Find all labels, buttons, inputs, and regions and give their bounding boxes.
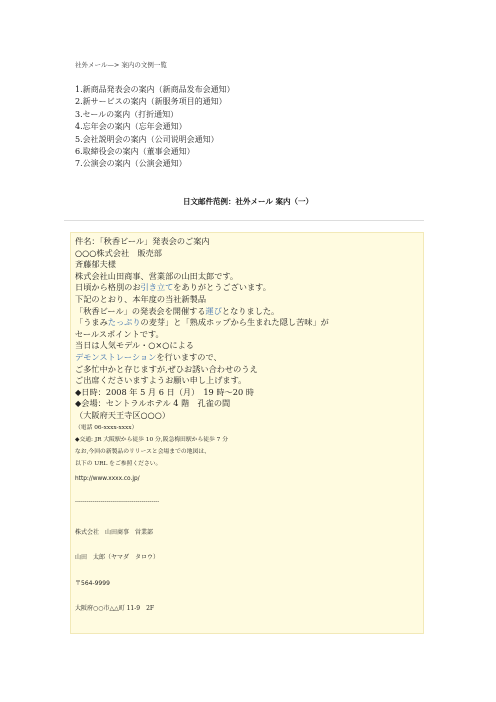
breadcrumb[interactable]: 社外メール—> 案内の文例一覧 [75, 61, 167, 69]
toc-item[interactable]: 1.新商品発表会の案内（新商品发布会通知） [75, 85, 235, 94]
divider-rule [64, 220, 424, 221]
letter-line5: 当日は人気モデル・○×○による [75, 340, 194, 351]
letter-line1: 下記のとおり、本年度の当社新製品 [75, 293, 207, 304]
letter-date: ◆日時：2008 年 5 月 6 日（月） 19 時～20 時 [75, 386, 254, 397]
letter-access: ◆交通: JR 大阪駅から徒歩 10 分,阪急梅田駅から徒歩 7 分 [75, 436, 229, 443]
letter-line7: ご多忙中かと存じますが,ぜひお誘い合わせのうえ [75, 363, 258, 374]
toc-item[interactable]: 7.公演会の案内（公演会通知） [75, 159, 187, 169]
letter-note1: なお,今回の新製品のリリースと会場までの地図は、 [75, 448, 210, 455]
link-hakobi[interactable]: 運び [205, 305, 222, 316]
text: となりました。 [221, 305, 280, 316]
letter-greeting: 株式会社山田商事、営業部の山田太郎です。 [75, 270, 239, 281]
letter-note2: 以下の URL をご参照ください。 [75, 461, 162, 468]
letter-line8: ご出席くださいますようお願い申し上げます。 [75, 375, 247, 386]
text: を行いますので、 [156, 351, 222, 362]
letter-line4: セールスポイントです。 [75, 328, 164, 339]
text: 日頃から格別のお [75, 282, 141, 293]
signature-name: 山田 太郎（ヤマダ タロウ） [75, 553, 160, 561]
letter-line3 [75, 317, 329, 329]
text: をありがとうございます。 [173, 282, 271, 293]
letter-company-to: ○○○株式会社 販売部 [75, 247, 162, 258]
toc-item[interactable]: 4.忘年会の案内（忘年会通知） [75, 122, 187, 132]
letter-tel: （電話 06-xxxx-xxxx） [75, 424, 138, 431]
letter-line6 [75, 352, 329, 364]
toc-list [75, 84, 235, 171]
link-hikitate[interactable]: 引き立て [140, 282, 174, 293]
letter-thanks [75, 282, 329, 294]
toc-item[interactable]: 3.セールの案内（打折通知） [75, 109, 179, 119]
letter-subject: 件名：「秋香ビール」発表会のご案内 [75, 236, 210, 246]
text: の麦芽」と「熟成ホップから生まれた隠し苦味」が [140, 317, 329, 328]
signature-divider: ------------------------------------------- [75, 498, 160, 505]
letter-line2 [75, 306, 329, 318]
link-demonstration[interactable]: デモンストレーション [75, 351, 157, 362]
toc-item[interactable]: 6.取締役会の案内（董事会通知） [75, 147, 195, 157]
link-tappuri[interactable]: たっぷり [107, 317, 141, 328]
signature-address: 大阪府○○市△△町 11-9 2F [75, 604, 155, 612]
signature-zip: 〒564-9999 [75, 579, 110, 587]
letter-venue-address: （大阪府天王寺区○○○） [75, 409, 171, 420]
letter-body [75, 236, 329, 612]
letter-venue: ◆会場：セントラルホテル 4 階 孔雀の間 [75, 398, 231, 409]
section-heading: 日文邮件范例：社外メール 案内（一） [183, 197, 313, 206]
signature-company: 株式会社 山田商事 営業部 [75, 528, 154, 536]
toc-item[interactable]: 2.新サービスの案内（新服务项目的通知） [75, 97, 227, 107]
toc-item[interactable]: 5.会社説明会の案内（公司说明会通知） [75, 134, 219, 144]
letter-recipient: 斉藤郁夫様 [75, 259, 116, 270]
text: 「秋香ビール」の発表会を開催する [75, 305, 206, 316]
text: 「うまみ [75, 317, 108, 328]
letter-url[interactable]: http://www.xxxx.co.jp/ [75, 476, 140, 483]
